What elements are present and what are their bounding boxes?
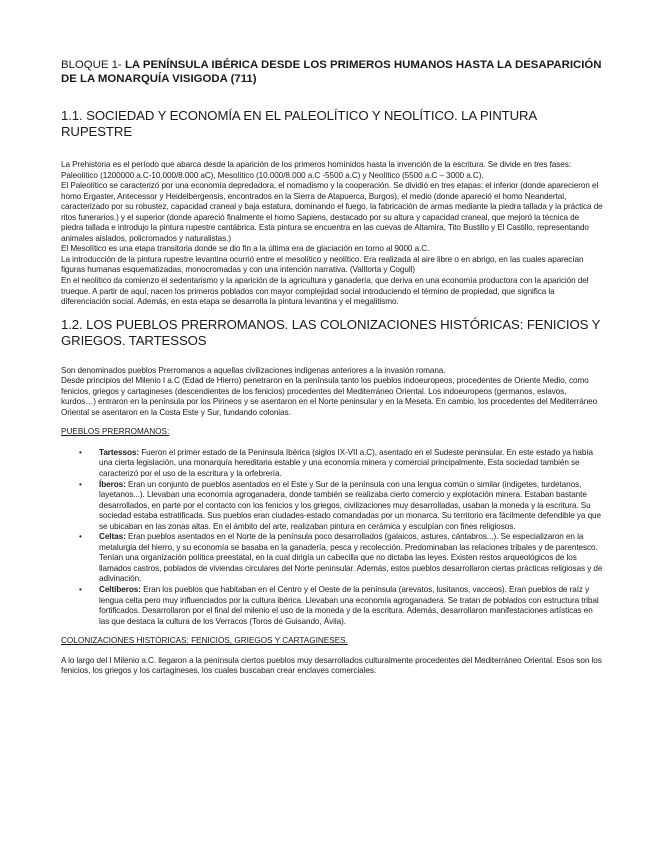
subheading-colonizaciones: COLONIZACIONES HISTÓRICAS: FENICIOS, GRIEGOS Y CARTAGINESES. bbox=[61, 636, 348, 646]
item-name: Celtíberos: bbox=[99, 585, 141, 594]
item-name: Íberos: bbox=[99, 479, 126, 489]
title-bold: LA PENÍNSULA IBÉRICA DESDE LOS PRIMEROS HUMANOS HASTA LA DESAPARICIÓN DE LA MONARQUÍA VISIGODA (711) bbox=[61, 59, 602, 85]
peoples-list bbox=[61, 448, 603, 627]
paragraph: Son denominados pueblos Prerromanos a aquellas civilizaciones indígenas anteriores a la invasión romana. bbox=[61, 365, 446, 375]
list-item-iberos bbox=[79, 479, 603, 533]
list-item-tartessos bbox=[79, 447, 603, 480]
bullet-icon: • bbox=[79, 447, 82, 457]
paragraph: La Prehistoria es el período que abarca desde la aparición de los primeros homínidos hasta la invención de la escritura. Se divide en tres fases: Paleolítico (1200000 a.C-10.000/8.000 aC), Mesolítico (10.000/8.000 a.C -5500 a.C) y Neolítico (5500 a.C – 3000 a.C). bbox=[61, 160, 571, 180]
item-text: Fueron el primer estado de la Península Ibérica (siglos IX-VII a.C), asentado en el Sudeste peninsular. En este estado ya había una cierta legislación, una monarquía hereditaria estable y una economía minera y comercial principalmente. Esta sociedad también se caracterizó por el uso de la escritura y la orfebrería. bbox=[99, 447, 594, 478]
paragraph: El Mesolítico es una etapa transitoria donde se dio fin a la última era de glaciación en torno al 9000 a.C. bbox=[61, 244, 430, 254]
section-1-body bbox=[61, 160, 603, 308]
bullet-icon: • bbox=[79, 479, 82, 489]
item-text: Eran pueblos asentados en el Norte de la península poco desarrollados (galaicos, astures, cántabros...). Se especializaron en la metalurgia del hierro, y su economía se basaba en la ganadería, pesca y recolección. Predominaban las relaciones tribales y de parentesco. Tenían una organización política preestatal, en la cual dirigía un cabecilla que no dictaba las leyes. Existen restos arqueológicos de los llamados castros, poblados de viviendas circulares del Norte peninsular. Además, estos pueblos desarrollaron ciertas prácticas religiosas y de adivinación. bbox=[99, 532, 603, 584]
bullet-icon: • bbox=[79, 532, 82, 542]
item-text: Eran un conjunto de pueblos asentados en el Este y Sur de la península con una lengua común o similar (indigetes, turdetanos, layetanos...). Llevaban una economía agroganadera, donde también se realizaba cierto comercio y explotación minera. Estaban bastante desarrollados, en parte por el contacto con los fenicios y los griegos, civilizaciones muy desarrolladas, usaban la moneda y la escritura. Su sociedad estaba estratificada. Sus pueblos eran ciudades-estado comandadas por un monarca. Su territorio era fácilmente defendible ya que se ubicaban en las zonas altas. En el ámbito del arte, realizaban pintura en cerámica y esculpían con fines religiosos. bbox=[99, 479, 601, 531]
paragraph: La introducción de la pintura rupestre levantina ocurrió entre el mesolítico y neolítico. Era realizada al aire libre o en abrigo, en las cuales aparecían figuras humanas esquematizadas, monocromadas y con una intención narrativa. (Valltorta y Cogull) bbox=[61, 254, 584, 275]
item-text: Eran los pueblos que habitaban en el Centro y el Oeste de la península (arevatos, lusitanos, vacceos). Eran pueblos de raíz y lengua celta pero muy influenciados por la cultura ibérica. Llevaban una economía agroganadera. Se tratan de poblados con estructura tribal fortificados. Desarrollaron por el final del milenio el uso de la moneda y de la escritura. Además, desarrollaron manifestaciones artísticas en las que destaca la cultura de los Verracos (Toros de Guisando, Ávila). bbox=[99, 585, 599, 626]
paragraph: En el neolítico da comienzo el sedentarismo y la aparición de la agricultura y ganadería, que deriva en una economía productora con la aparición del trueque. A partir de aquí, nacen los primeros poblados con mayor complejidad social introduciendo el término de propiedad, que significa la diferenciación social. Además, en esta etapa se desarrolla la pintura levantina y el megalitismo. bbox=[61, 276, 589, 307]
section-2-intro bbox=[61, 366, 603, 419]
paragraph: El Paleolítico se caracterizó por una economía depredadora, el nomadismo y la cooperación. Se dividió en tres etapas: el inferior (donde aparecieron el homo Ergaster, Antecessor y Heidelbergensis, encontrados en la Sierra de Atapuerca, Burgos), el medio (donde apareció el homo Neandertal, caracterizado por su robustez, capacidad craneal y baja estatura, dominando el fuego, la fabricación de armas mediante la piedra tallada y la práctica de ritos funerarios.) y el superior (donde apareció finalmente el homo Sapiens, destacado por su altura y capacidad craneal, que mejoró la técnica de piedra tallada e introdujo la pintura rupestre cantábrica. Esta pintura se encuentra en las cuevas de Altamira, Tito Bustillo y El Castillo, representando animales aislados, policromados y naturalistas.) bbox=[61, 181, 603, 243]
section-1-heading: 1.1. SOCIEDAD Y ECONOMÍA EN EL PALEOLÍTICO Y NEOLÍTICO. LA PINTURA RUPESTRE bbox=[61, 108, 537, 139]
title-prefix: BLOQUE 1- bbox=[61, 59, 125, 71]
list-item-celtas bbox=[79, 532, 603, 585]
item-name: Tartessos: bbox=[99, 447, 140, 457]
paragraph: Desde principios del Milenio I a.C (Edad de Hierro) penetraron en la península tanto los pueblos indoeuropeos, procedentes de Oriente Medio, como fenicios, griegos y cartagineses (descendientes de los fenicios) procedentes del Mediterráneo Oriental. Los indoeuropeos (germanos, eslavos, kurdos…) entraron en la península por los Pirineos y se asentaron en el Norte peninsular y en la Meseta. En cambio, los procedentes del Mediterráneo Oriental se asentaron en la Costa Este y Sur, fundando colonias. bbox=[61, 376, 598, 417]
section-2-heading: 1.2. LOS PUEBLOS PRERROMANOS. LAS COLONIZACIONES HISTÓRICAS: FENICIOS Y GRIEGOS. TARTESSOS bbox=[61, 316, 601, 348]
item-name: Celtas: bbox=[99, 532, 126, 542]
bullet-icon: • bbox=[79, 585, 82, 594]
subheading-pueblos: PUEBLOS PRERROMANOS: bbox=[61, 427, 170, 437]
document-title bbox=[61, 58, 603, 86]
closing-paragraph: A lo largo del I Milenio a.C. llegaron a la península ciertos pueblos muy desarrollados culturalmente procedentes del Mediterráneo Oriental. Esos son los fenicios, los griegos y los cartagineses, los cuales buscaban crear enclaves comerciales. bbox=[61, 655, 602, 676]
list-item-celtiberos bbox=[79, 585, 603, 627]
